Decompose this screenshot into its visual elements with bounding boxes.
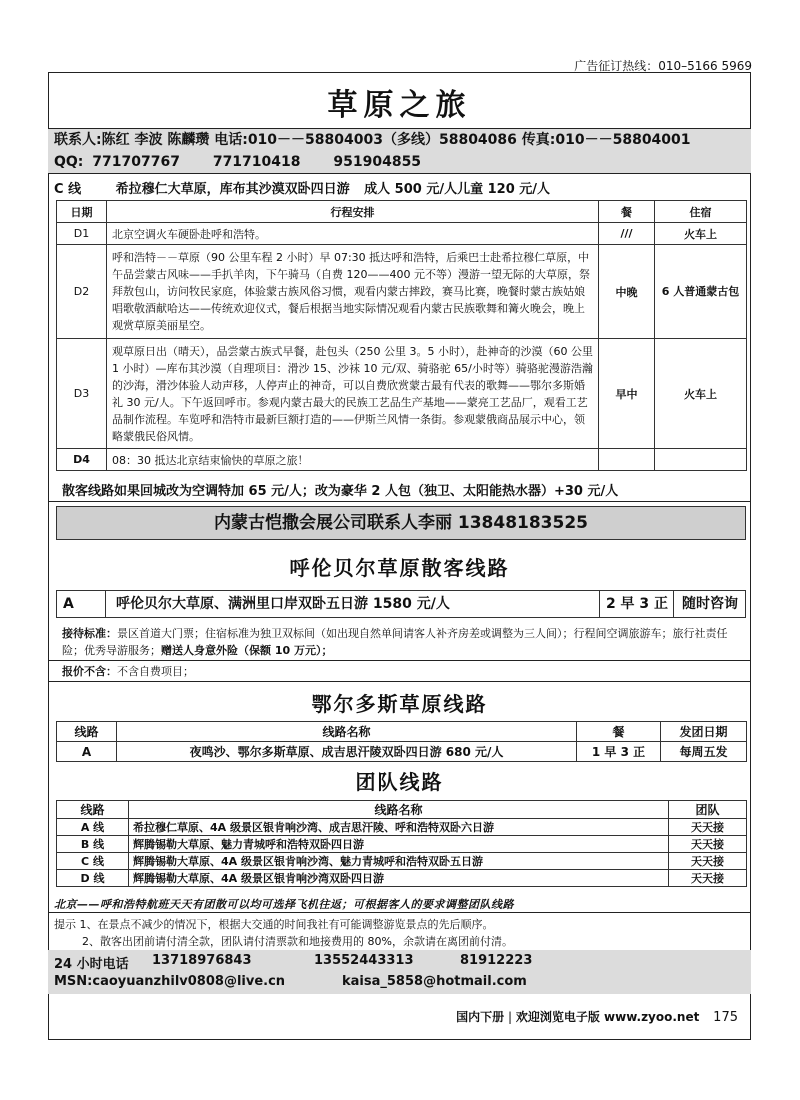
route-code: C 线 bbox=[54, 182, 82, 197]
stay-cell bbox=[655, 449, 747, 471]
table-row bbox=[57, 742, 747, 762]
phone-number: 13718976843 bbox=[152, 953, 252, 968]
route-code: B 线 bbox=[57, 836, 129, 853]
plan-cell: 北京空调火车硬卧赴呼和浩特。 bbox=[107, 223, 599, 245]
col-header: 餐 bbox=[577, 722, 661, 742]
day-cell: D2 bbox=[57, 245, 107, 339]
page-number: 175 bbox=[713, 1010, 738, 1025]
col-header: 线路名称 bbox=[129, 801, 669, 819]
tip-line: 提示 1、在景点不减少的情况下，根据大交通的时间我社有可能调整游览景点的先后顺序。 bbox=[54, 918, 494, 931]
qq-number: 951904855 bbox=[333, 154, 422, 170]
route-c-header bbox=[54, 178, 560, 197]
divider bbox=[48, 173, 751, 174]
table-row bbox=[57, 836, 747, 853]
section-title-hulunbuir: 呼伦贝尔草原散客线路 bbox=[289, 556, 510, 580]
route-code: A bbox=[57, 742, 117, 762]
divider bbox=[48, 681, 751, 682]
meal-cell: 中晚 bbox=[599, 245, 655, 339]
route-meals: 2 早 3 正 bbox=[599, 591, 674, 617]
qq-line bbox=[48, 151, 751, 173]
route-status: 随时咨询 bbox=[673, 591, 746, 617]
qq-number: 771707767 bbox=[92, 154, 180, 170]
route-schedule: 天天接 bbox=[669, 870, 747, 887]
route-code: A 线 bbox=[57, 819, 129, 836]
ad-hotline: 广告征订热线：010–5166 5969 bbox=[574, 59, 752, 73]
exclusion-label: 报价不含： bbox=[62, 665, 117, 678]
ordos-table bbox=[56, 721, 747, 762]
msn-line bbox=[54, 974, 285, 989]
table-row bbox=[57, 339, 747, 449]
route-name: 辉腾锡勒大草原、4A 级景区银肯响沙湾双卧四日游 bbox=[129, 870, 669, 887]
standard-label: 接待标准： bbox=[62, 627, 117, 640]
phone-number: 13552443313 bbox=[314, 953, 414, 968]
route-name: 呼伦贝尔大草原、满洲里口岸双卧五日游 1580 元/人 bbox=[105, 591, 606, 617]
service-standard bbox=[62, 625, 742, 659]
stay-cell: 火车上 bbox=[655, 223, 747, 245]
plan-cell: 呼和浩特－－草原（90 公里车程 2 小时）早 07:30 抵达呼和浩特，后乘巴士赴希拉穆仁草原，中午品尝蒙古风味——手扒羊肉，下午骑马（自费 120——400 元不等）漫游一望无际的大草原，祭拜敖包山，访问牧民家庭，体验蒙古族风俗习惯，观看内蒙古摔跤，赛马比赛，晚餐时蒙古族姑娘唱歌敬酒献哈达——传统欢迎仪式，餐后根据当地实际情况观看内蒙古民族歌舞和篝火晚会，晚上观赏草原美丽星空。 bbox=[107, 245, 599, 339]
company-contact-banner: 内蒙古恺撒会展公司联系人李丽 13848183525 bbox=[56, 506, 746, 540]
qq-number: 771710418 bbox=[212, 154, 301, 170]
msn-label: MSN: bbox=[54, 974, 93, 989]
hulunbuir-route-row bbox=[56, 590, 746, 618]
route-code: A bbox=[63, 596, 74, 612]
phone-number: 81912223 bbox=[460, 953, 533, 968]
flight-remark: 北京——呼和浩特航班天天有团散可以均可选择飞机往返；可根据客人的要求调整团队线路 bbox=[54, 898, 514, 911]
route-code: D 线 bbox=[57, 870, 129, 887]
divider bbox=[48, 501, 751, 502]
col-header: 团队 bbox=[669, 801, 747, 819]
meal-cell: /// bbox=[599, 223, 655, 245]
divider bbox=[48, 660, 751, 661]
team-routes-table bbox=[56, 800, 747, 887]
msn-address: kaisa_5858@hotmail.com bbox=[342, 974, 527, 989]
table-row bbox=[57, 870, 747, 887]
msn-address: caoyuanzhilv0808@live.cn bbox=[92, 974, 286, 989]
table-row bbox=[57, 819, 747, 836]
col-header: 发团日期 bbox=[661, 722, 747, 742]
route-meals: 1 早 3 正 bbox=[577, 742, 661, 762]
page-footer: 国内下册 | 欢迎浏览电子版 www.zyoo.net 175 bbox=[456, 1010, 738, 1025]
divider bbox=[48, 912, 751, 913]
meal-cell bbox=[599, 449, 655, 471]
route-c-note: 散客线路如果回城改为空调特加 65 元/人；改为豪华 2 人包（独卫、太阳能热水器）+30 元/人 bbox=[62, 484, 619, 499]
qq-label: QQ: bbox=[54, 154, 84, 170]
table-row bbox=[57, 449, 747, 471]
table-row bbox=[57, 223, 747, 245]
route-date: 每周五发 bbox=[661, 742, 747, 762]
itinerary-table bbox=[56, 200, 747, 471]
route-schedule: 天天接 bbox=[669, 836, 747, 853]
col-header: 餐 bbox=[599, 201, 655, 223]
route-schedule: 天天接 bbox=[669, 819, 747, 836]
page-title: 草原之旅 bbox=[327, 88, 472, 123]
plan-cell: 08：30 抵达北京结束愉快的草原之旅！ bbox=[107, 449, 599, 471]
route-name: 希拉穆仁大草原，库布其沙漠双卧四日游 bbox=[115, 182, 350, 197]
day-cell: D1 bbox=[57, 223, 107, 245]
contact-hours bbox=[48, 950, 751, 994]
table-row bbox=[57, 245, 747, 339]
day-cell: D4 bbox=[57, 449, 107, 471]
footer-section: 国内下册 bbox=[456, 1010, 505, 1024]
col-header: 线路名称 bbox=[117, 722, 577, 742]
route-code: C 线 bbox=[57, 853, 129, 870]
footer-slogan: 欢迎浏览电子版 www.zyoo.net bbox=[515, 1010, 700, 1024]
hours-label: 24 小时电话 bbox=[54, 957, 129, 972]
route-name: 夜鸣沙、鄂尔多斯草原、成吉思汗陵双卧四日游 680 元/人 bbox=[117, 742, 577, 762]
route-price: 成人 500 元/人儿童 120 元/人 bbox=[364, 182, 551, 197]
day-cell: D3 bbox=[57, 339, 107, 449]
col-header: 线路 bbox=[57, 801, 129, 819]
stay-cell: 火车上 bbox=[655, 339, 747, 449]
route-name: 希拉穆仁草原、4A 级景区银肯响沙湾、成吉思汗陵、呼和浩特双卧六日游 bbox=[129, 819, 669, 836]
col-header: 住宿 bbox=[655, 201, 747, 223]
contact-line: 联系人:陈红 李波 陈麟瓒 电话:010－－58804003（多线）58804086 传真:010－－58804001 bbox=[48, 129, 751, 151]
col-header: 线路 bbox=[57, 722, 117, 742]
route-name: 辉腾锡勒大草原、4A 级景区银肯响沙湾、魅力青城呼和浩特双卧五日游 bbox=[129, 853, 669, 870]
col-header: 日期 bbox=[57, 201, 107, 223]
tip-line: 2、散客出团前请付清全款，团队请付清票款和地接费用的 80%，余款请在离团前付清。 bbox=[82, 935, 513, 948]
exclusion-text: 不含自费项目； bbox=[117, 665, 194, 678]
route-name: 辉腾锡勒大草原、魅力青城呼和浩特双卧四日游 bbox=[129, 836, 669, 853]
table-row bbox=[57, 853, 747, 870]
standard-text: 景区首道大门票；住宿标准为独卫双标间（如出现自然单间请客人补齐房差或调整为三人间）；行程间空调旅游车；旅行社责任险；优秀导游服务； bbox=[62, 627, 728, 657]
section-title-ordos: 鄂尔多斯草原线路 bbox=[311, 692, 488, 716]
meal-cell: 早中 bbox=[599, 339, 655, 449]
insurance-text: 赠送人身意外险（保额 10 万元）； bbox=[161, 644, 333, 657]
stay-cell: 6 人普通蒙古包 bbox=[655, 245, 747, 339]
price-exclusion bbox=[62, 663, 194, 679]
col-header: 行程安排 bbox=[107, 201, 599, 223]
section-title-team: 团队线路 bbox=[355, 770, 444, 794]
plan-cell: 观草原日出（晴天），品尝蒙古族式早餐，赴包头（250 公里 3。5 小时），赴神奇的沙漠（60 公里 1 小时）—库布其沙漠（自理项目：滑沙 15、沙袜 10 元/双、骑骆驼 65/小时等）骑骆驼漫游浩瀚的沙海，滑沙体验人动声移，人停声止的神奇，可以自费欣赏蒙古最有代表的歌舞——鄂尔多斯婚礼 30 元/人。下午返回呼市。参观内蒙古最大的民族工艺品生产基地——蒙亮工艺品厂，观看工艺品制作流程。车览呼和浩特市最新巨额打造的——伊斯兰风情一条街。参观蒙俄商品展示中心，领略蒙俄民俗风情。 bbox=[107, 339, 599, 449]
route-schedule: 天天接 bbox=[669, 853, 747, 870]
